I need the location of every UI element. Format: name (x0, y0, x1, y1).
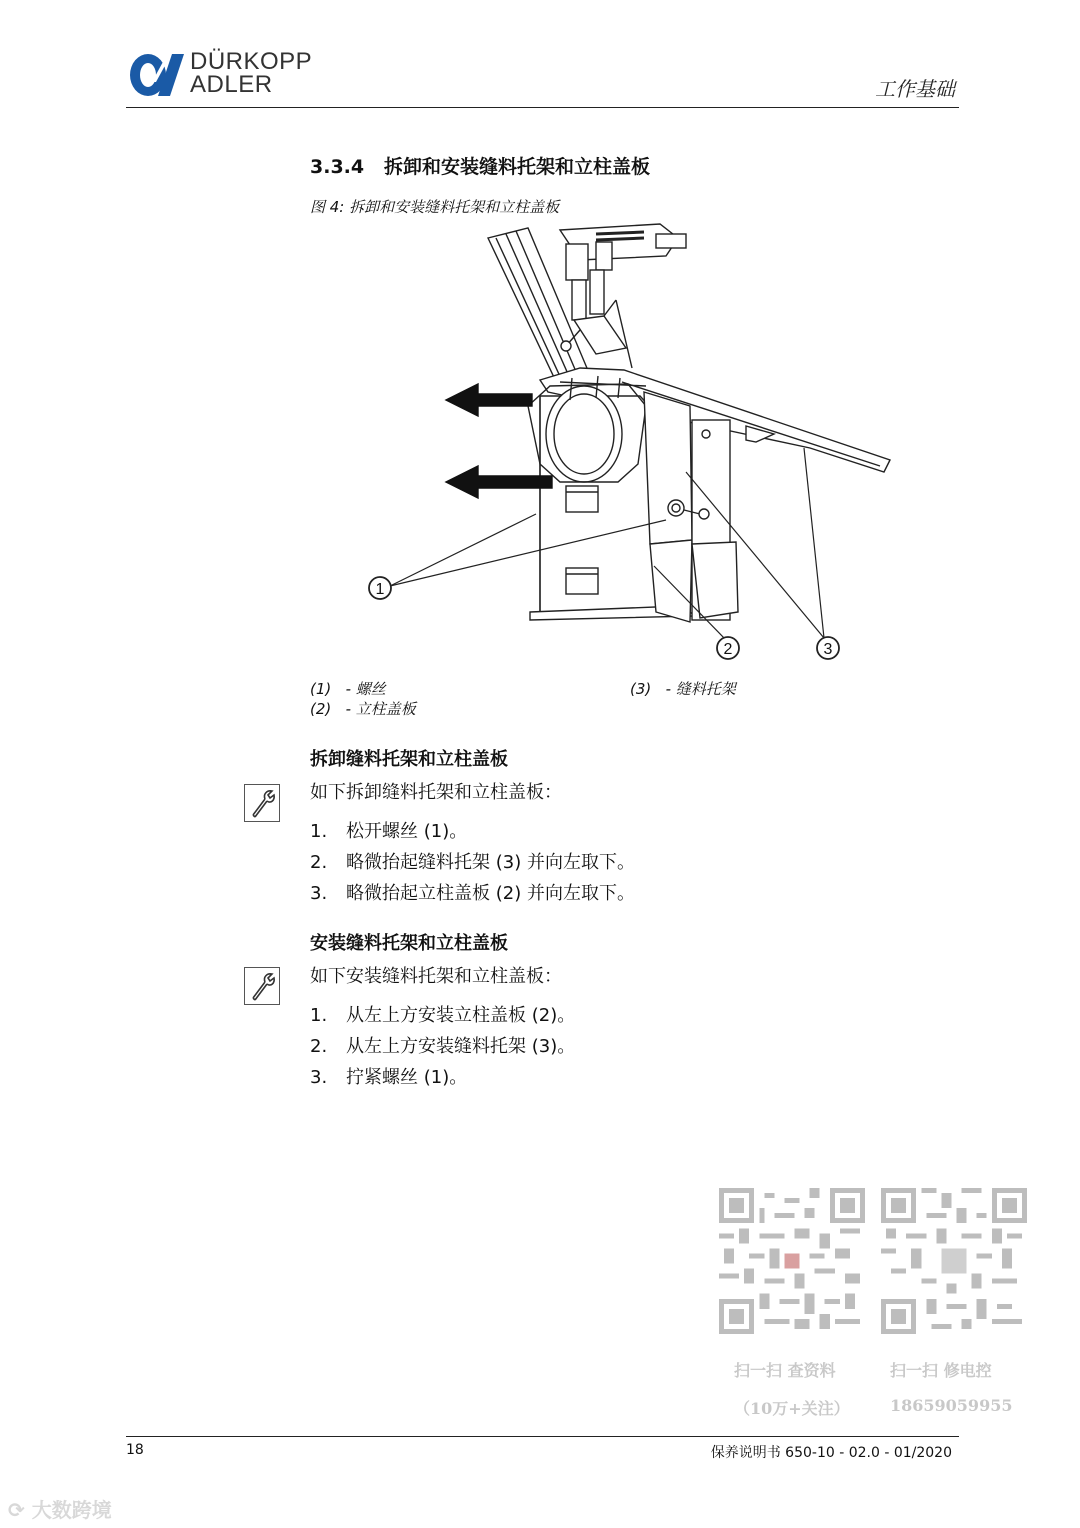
step-number: 2. (310, 852, 328, 873)
install-step (310, 1063, 467, 1089)
durkopp-adler-logo-icon (128, 52, 186, 98)
install-intro: 如下安装缝料托架和立柱盖板： (310, 966, 562, 987)
step-text: 略微抬起缝料托架 (3) 并向左取下。 (346, 852, 635, 873)
callout-1-label: 1 (375, 581, 385, 598)
callout-2-label: 2 (723, 641, 733, 658)
remove-step (310, 848, 635, 874)
watermark-text: 大数跨境 (31, 1498, 112, 1522)
removal-arrows (446, 384, 552, 498)
step-text: 从左上方安装立柱盖板 (2)。 (346, 1005, 576, 1026)
footer-divider (126, 1436, 959, 1437)
legend-text: - 缝料托架 (665, 680, 736, 698)
callout-2 (717, 637, 739, 659)
figure-caption: 图 4: 拆卸和安装缝料托架和立柱盖板 (310, 198, 560, 216)
callout-3 (817, 637, 839, 659)
legend-id: (2) (310, 700, 332, 718)
section-number: 3.3.4 (310, 156, 365, 178)
qr-code-right-icon (881, 1188, 1027, 1334)
wrench-icon (244, 784, 280, 822)
logo-line-2: ADLER (190, 71, 273, 98)
watermark-logo-icon: ⟳ (8, 1498, 25, 1522)
section-title: 拆卸和安装缝料托架和立柱盖板 (383, 156, 650, 178)
section-heading (310, 152, 650, 179)
step-text: 略微抬起立柱盖板 (2) 并向左取下。 (346, 883, 635, 904)
wrench-icon (244, 967, 280, 1005)
page-number: 18 (126, 1442, 144, 1458)
technical-drawing (360, 220, 900, 670)
legend-id: (1) (310, 680, 332, 698)
legend-text: - 螺丝 (345, 680, 386, 698)
callout-1 (369, 577, 391, 599)
header-divider (126, 107, 959, 108)
qr-right-label-1: 扫一扫 修电控 (890, 1361, 992, 1380)
qr-code-left-icon (719, 1188, 865, 1334)
remove-intro: 如下拆卸缝料托架和立柱盖板： (310, 782, 562, 803)
legend-text: - 立柱盖板 (345, 700, 416, 718)
qr-left-label-2: （10万+关注） (734, 1399, 850, 1418)
install-step (310, 1001, 575, 1027)
logo-line-1: DÜRKOPP (190, 48, 313, 75)
step-text: 拧紧螺丝 (1)。 (346, 1067, 468, 1088)
step-number: 3. (310, 883, 328, 904)
column-cover-drawing (644, 392, 738, 622)
chapter-title: 工作基础 (875, 77, 955, 101)
callout-3-label: 3 (823, 641, 833, 658)
install-heading: 安装缝料托架和立柱盖板 (310, 933, 508, 954)
legend-id: (3) (630, 680, 652, 698)
legend-item (630, 678, 736, 699)
step-number: 1. (310, 821, 328, 842)
qr-left-label-1: 扫一扫 查资料 (734, 1361, 836, 1380)
logo-wordmark (190, 50, 312, 96)
install-step (310, 1032, 575, 1058)
step-text: 松开螺丝 (1)。 (346, 821, 468, 842)
remove-step (310, 817, 467, 843)
machine-head-drawing (488, 224, 686, 390)
legend-item (310, 678, 386, 699)
step-number: 2. (310, 1036, 328, 1057)
step-text: 从左上方安装缝料托架 (3)。 (346, 1036, 576, 1057)
qr-right-label-2: 18659059955 (890, 1396, 1013, 1415)
remove-heading: 拆卸缝料托架和立柱盖板 (310, 749, 508, 770)
step-number: 3. (310, 1067, 328, 1088)
legend-item (310, 698, 416, 719)
step-number: 1. (310, 1005, 328, 1026)
remove-step (310, 879, 635, 905)
watermark (8, 1494, 112, 1523)
document-id: 保养说明书 650-10 - 02.0 - 01/2020 (710, 1445, 952, 1461)
